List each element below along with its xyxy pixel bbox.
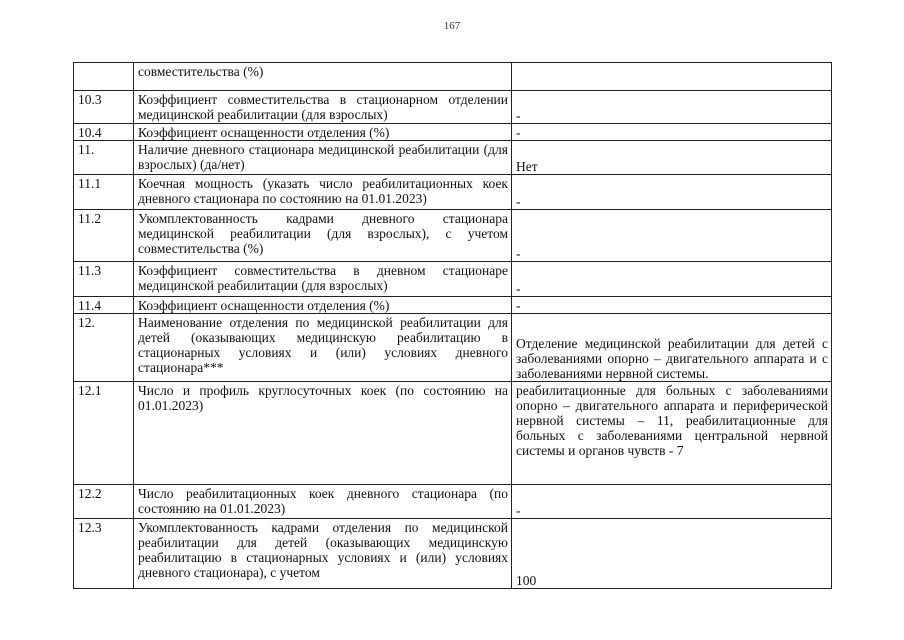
row-value: - [512,210,832,262]
table-row [74,314,832,382]
row-number: 11.1 [74,175,134,210]
row-description: Коэффициент оснащенности отделения (%) [134,297,512,314]
table-row [74,210,832,262]
row-value: реабилитационные для больных с заболеваниями опорно – двигательного аппарата и периферической нервной системы – 11, реабилитационные для больных с заболеваниями центральной нервной системы и органов чувств - 7 [512,382,832,485]
table-row [74,91,832,124]
table-row [74,63,832,91]
table-row [74,382,832,485]
table-row [74,262,832,297]
row-description: Число реабилитационных коек дневного стационара (по состоянию на 01.01.2023) [134,485,512,519]
row-number: 11.4 [74,297,134,314]
row-value: Нет [512,141,832,175]
row-value: 100 [512,519,832,589]
table-row [74,297,832,314]
row-number: 10.4 [74,124,134,141]
page-number: 167 [443,20,461,32]
row-number: 12.2 [74,485,134,519]
row-value: - [512,175,832,210]
row-number: 11.3 [74,262,134,297]
row-description: Коэффициент совместительства в стационарном отделении медицинской реабилитации (для взрослых) [134,91,512,124]
row-description: Коэффициент совместительства в дневном стационаре медицинской реабилитации (для взрослых) [134,262,512,297]
row-description: Коечная мощность (указать число реабилитационных коек дневного стационара по состоянию на 01.01.2023) [134,175,512,210]
row-description: Наименование отделения по медицинской реабилитации для детей (оказывающих медицинскую реабилитацию в стационарных условиях и (или) условиях дневного стационара*** [134,314,512,382]
row-value: - [512,262,832,297]
table-row [74,485,832,519]
rehabilitation-table [73,62,832,589]
row-value: - [512,297,832,314]
table-row [74,141,832,175]
table-row [74,124,832,141]
table-row [74,519,832,589]
row-number: 10.3 [74,91,134,124]
row-description: Укомплектованность кадрами дневного стационара медицинской реабилитации (для взрослых), с учетом совместительства (%) [134,210,512,262]
row-value: - [512,91,832,124]
row-number: 12.3 [74,519,134,589]
row-value: - [512,485,832,519]
row-number: 12. [74,314,134,382]
row-value: - [512,124,832,141]
row-description: совместительства (%) [134,63,512,91]
row-number: 12.1 [74,382,134,485]
row-description: Число и профиль круглосуточных коек (по состоянию на 01.01.2023) [134,382,512,485]
row-number: 11.2 [74,210,134,262]
row-value [512,63,832,91]
row-number: 11. [74,141,134,175]
row-value: Отделение медицинской реабилитации для детей с заболеваниями опорно – двигательного аппарата и с заболеваниями нервной системы. [512,314,832,382]
row-description: Укомплектованность кадрами отделения по медицинской реабилитации для детей (оказывающих медицинскую реабилитацию в стационарных условиях и (или) условиях дневного стационара), с учетом [134,519,512,589]
row-description: Наличие дневного стационара медицинской реабилитации (для взрослых) (да/нет) [134,141,512,175]
table-row [74,175,832,210]
row-description: Коэффициент оснащенности отделения (%) [134,124,512,141]
row-number [74,63,134,91]
